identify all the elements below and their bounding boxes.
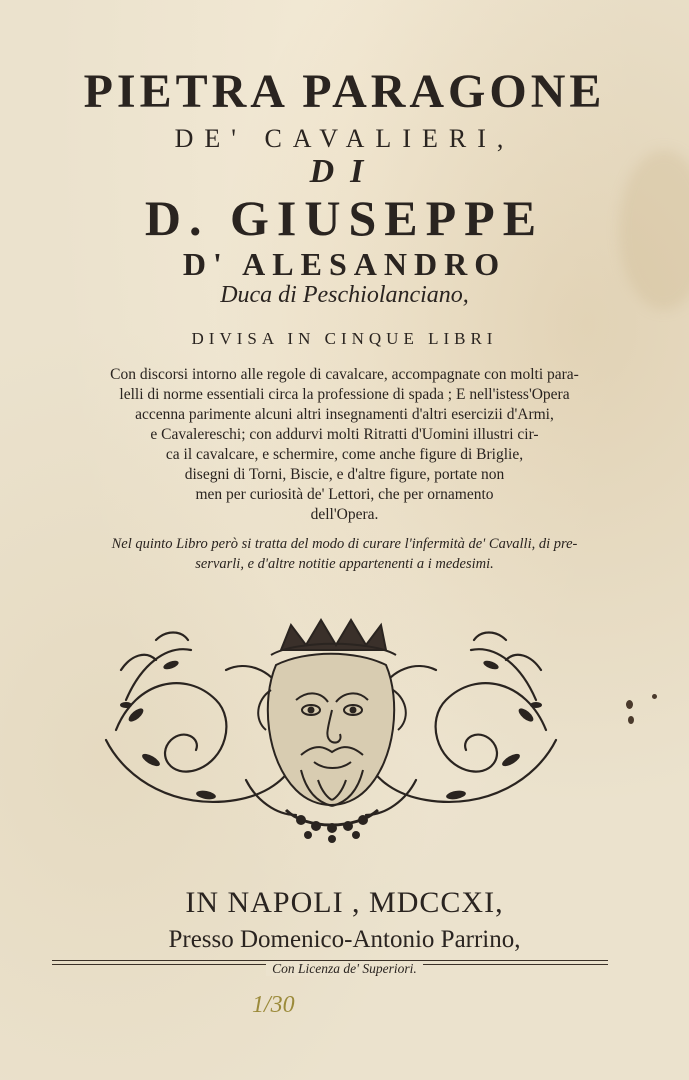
title-line-1: PIETRA PARAGONE [83,65,606,118]
note-line: servarli, e d'altre notitie appartenenti a i medesimi. [195,556,494,572]
ink-spot [626,700,633,709]
license-line [0,962,689,976]
title-line-3: DI [309,153,380,190]
license-text: Con Licenza de' Superiori. [266,961,423,976]
description-line: Con discorsi intorno alle regole di cavalcare, accompagnate con molti para- [110,366,579,383]
ink-spot [628,716,634,724]
woodcut-mask-foliage-icon [96,610,566,848]
description-line: lelli di norme essentiali circa la professione di spada ; E nell'istess'Opera [119,386,570,403]
title-line-2: DE' CAVALIERI, [174,124,515,153]
imprint-place-date: IN NAPOLI , MDCCXI, [185,886,504,919]
description-line: ca il cavalcare, e schermire, come anche figure di Briglie, [165,446,524,463]
author-name: D. GIUSEPPE [144,190,545,246]
description-line: e Cavalereschi; con addurvi molti Ritratti d'Uomini illustri cir- [150,426,539,443]
note-line: Nel quinto Libro però si tratta del modo di curare l'infermità de' Cavalli, di pre- [111,536,578,552]
ink-spot [652,694,657,699]
description-line: accenna parimente alcuni altri insegnamenti d'altri esercizii d'Armi, [135,406,554,423]
author-title: Duca di Peschiolanciano, [220,282,469,308]
handwritten-annotation: 1/30 [252,992,295,1018]
imprint-printer: Presso Domenico-Antonio Parrino, [168,926,521,953]
author-surname: D' ALESANDRO [182,246,507,282]
description-line: disegni di Torni, Biscie, e d'altre figure, portate non [184,466,505,483]
description-line: men per curiosità de' Lettori, che per ornamento [195,486,494,503]
description-line: dell'Opera. [310,506,379,523]
division-line: DIVISA IN CINQUE LIBRI [191,329,498,348]
